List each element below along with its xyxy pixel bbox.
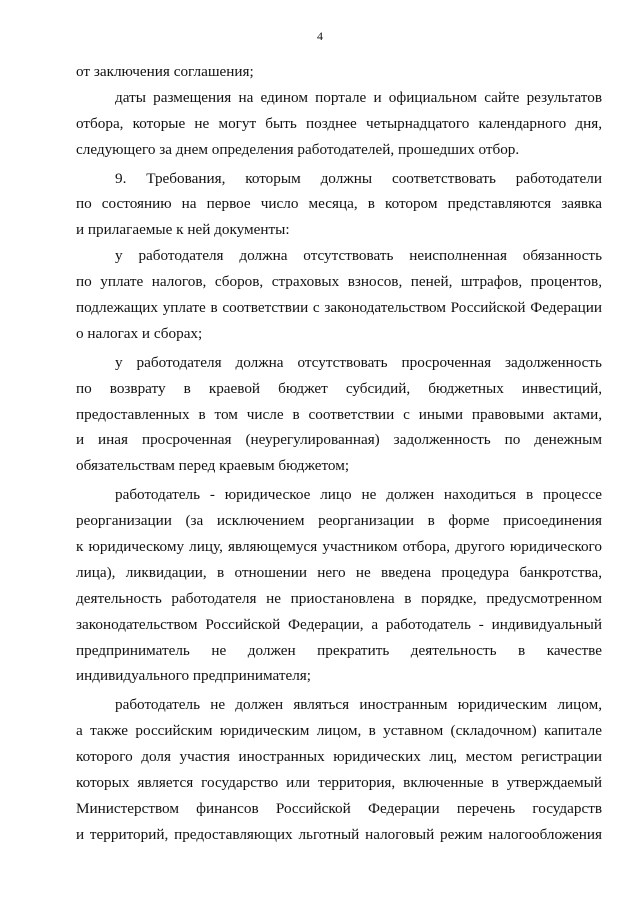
text-line: а также российским юридическим лицом, в уставном (складочном) капитале [76,722,602,740]
text-line: предоставленных в том числе в соответствии с иными правовыми актами, [76,405,602,423]
text-line: работодатель не должен являться иностранным юридическим лицом, [115,696,602,714]
text-line: законодательством Российской Федерации, а работодатель - индивидуальный [76,615,602,633]
text-line: работодатель - юридическое лицо не должен находиться в процессе [115,486,602,504]
text-line: по возврату в краевой бюджет субсидий, бюджетных инвестиций, [76,379,602,397]
text-line: 9. Требования, которым должны соответствовать работодатели [115,169,602,187]
text-line: предприниматель не должен прекратить деятельность в качестве [76,641,602,659]
text-line: и иная просроченная (неурегулированная) задолженность по денежным [76,431,602,449]
text-line: обязательствам перед краевым бюджетом; [76,457,350,475]
text-line: которых является государство или территория, включенные в утверждаемый [76,774,602,792]
text-line: подлежащих уплате в соответствии с законодательством Российской Федерации [76,299,602,317]
text-line: по уплате налогов, сборов, страховых взносов, пеней, штрафов, процентов, [76,273,602,291]
text-line: отбора, которые не могут быть позднее четырнадцатого календарного дня, [76,114,602,132]
text-line: даты размещения на едином портале и официальном сайте результатов [115,88,602,106]
text-line: к юридическому лицу, являющемуся участником отбора, другого юридического [76,538,602,556]
paragraph [76,59,602,85]
text-line: от заключения соглашения; [76,63,254,80]
paragraph [76,85,602,163]
text-line: деятельность работодателя не приостановлена в порядке, предусмотренном [76,589,602,607]
text-line: лица), ликвидации, в отношении него не введена процедура банкротства, [76,563,602,581]
text-line: о налогах и сборах; [76,324,203,342]
text-line: и прилагаемые к ней документы: [76,221,290,239]
text-line: у работодателя должна отсутствовать неисполненная обязанность [115,247,602,265]
paragraph [76,692,602,847]
document-body [76,59,602,848]
text-line: у работодателя должна отсутствовать просроченная задолженность [115,353,602,371]
text-line: следующего за днем определения работодателей, прошедших отбор. [76,140,520,158]
page-number: 4 [317,29,323,43]
paragraph [76,482,602,689]
text-line: и территорий, предоставляющих льготный налоговый режим налогообложения [76,825,602,843]
text-line: по состоянию на первое число месяца, в котором представляются заявка [76,195,602,213]
text-line: которого доля участия иностранных юридических лиц, местом регистрации [76,748,602,766]
text-line: реорганизации (за исключением реорганизации в форме присоединения [76,512,602,530]
text-line: Министерством финансов Российской Федерации перечень государств [76,799,602,817]
paragraph [76,166,602,244]
paragraph [76,350,602,479]
paragraph [76,243,602,347]
text-line: индивидуального предпринимателя; [76,667,311,685]
